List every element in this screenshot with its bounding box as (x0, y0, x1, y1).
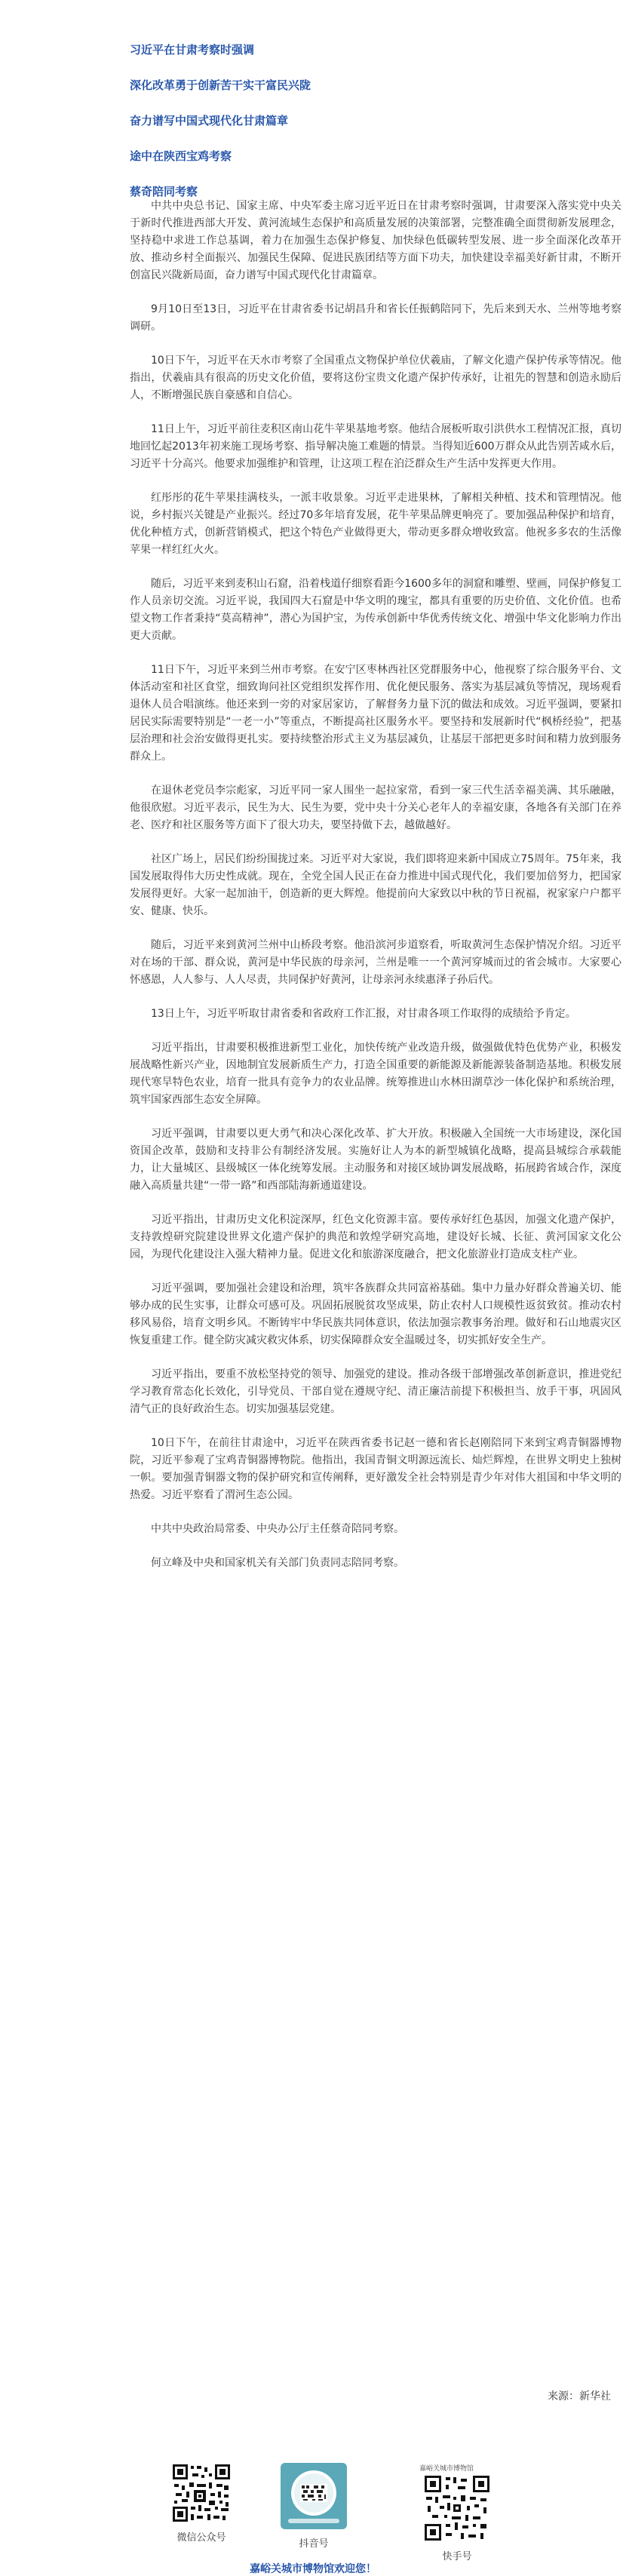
paragraph-12: 习近平指出，甘肃要积极推进新型工业化，加快传统产业改造升级，做强做优特色优势产业，积极发展战略性新兴产业，因地制宜发展新质生产力，打造全国重要的新能源及新能源装备制造基地。积极发展现代寒旱特色农业，培育一批具有竞争力的农业品牌。统筹推进山水林田湖草沙一体化保护和系统治理，筑牢国家西部生态安全屏障。 (130, 1042, 621, 1106)
welcome-text: 嘉峪关城市博物馆欢迎您！ (250, 2563, 376, 2575)
paragraph-18: 中共中央政治局常委、中央办公厅主任蔡奇陪同考察。 (151, 1523, 404, 1535)
paragraph-6: 随后，习近平来到麦积山石窟，沿着栈道仔细察看距今1600多年的洞窟和雕塑、壁画，同保护修复工作人员亲切交流。习近平说，我国四大石窟是中华文明的瑰宝，都具有重要的历史价值、文化价值。也希望文物工作者秉持“莫高精神”，潜心为国护宝，为传承创新中华优秀传统文化、增强中华文化影响力作出更大贡献。 (130, 578, 621, 642)
douyin-badge-icon (281, 2463, 347, 2529)
paragraph-4: 11日上午，习近平前往麦积区南山花牛苹果基地考察。他结合展板听取引洪供水工程情况汇报，真切地回忆起2013年初来施工现场考察、指导解决施工难题的情景。当得知近600万群众从此告别苦咸水后，习近平十分高兴。他要求加强维护和管理，让这项工程在泊泛群众生产生活中发挥更大作用。 (130, 423, 621, 470)
paragraph-10: 随后，习近平来到黄河兰州中山桥段考察。他沿滨河步道察看，听取黄河生态保护情况介绍。习近平对在场的干部、群众说，黄河是中华民族的母亲河，兰州是唯一一个黄河穿城而过的省会城市。大家要心怀感恩，人人参与、人人尽责，共同保护好黄河，让母亲河永续惠泽子孙后代。 (130, 939, 621, 986)
link-4[interactable]: 途中在陕西宝鸡考察 (130, 149, 232, 163)
paragraph-16: 习近平指出，要重不放松坚持党的领导、加强党的建设。推动各级干部增强改革创新意识，推进党纪学习教育常态化长效化，引导党员、干部自觉在遵规守纪、清正廉洁前提下积极担当、放手干事，巩固风清气正的良好政治生态。切实加强基层党建。 (130, 1368, 621, 1415)
paragraph-8: 在退休老党员李宗彪家，习近平同一家人围坐一起拉家常，看到一家三代生活幸福美满、其乐融融，他很欣慰。习近平表示，民生为大、民生为要，党中央十分关心老年人的幸福安康，各地各有关部门在养老、医疗和社区服务等方面下了很大功夫，要坚持做下去，越做越好。 (130, 784, 621, 831)
museum-tag: 嘉峪关城市博物馆 (419, 2465, 474, 2473)
wechat-label: 微信公众号 (176, 2532, 226, 2544)
qr-code-row (0, 2463, 626, 2576)
kuaishou-qr-icon (423, 2474, 491, 2542)
link-1[interactable]: 习近平在甘肃考察时强调 (130, 43, 255, 57)
wechat-qr (167, 2463, 235, 2544)
paragraph-7: 11日下午，习近平来到兰州市考察。在安宁区枣林西社区党群服务中心，他视察了综合服务平台、文体活动室和社区食堂，细致询问社区党组织发挥作用、优化便民服务、落实为基层减负等情况，现场观看退休人员合唱演练。他还来到一旁的对家居家访，了解督务力量下沉的做法和成效。习近平强调，要紧扣居民实际需要特别是“一老一小”等重点，不断提高社区服务水平。要坚持和发展新时代“枫桥经验”，把基层治理和社会治安做得更扎实。要持续整治形式主义为基层减负，让基层干部把更多时间和精力放到服务群众上。 (130, 664, 621, 763)
paragraph-15: 习近平强调，要加强社会建设和治理，筑牢各族群众共同富裕基础。集中力量办好群众普遍关切、能够办成的民生实事，让群众可感可及。巩固拓展脱贫攻坚成果，防止农村人口规模性返贫致贫。推动农村移风易俗，培育文明乡风。不断铸牢中华民族共同体意识，依法加强宗教事务治理。做好和石山地震灾区恢复重建工作。健全防灾减灾救灾体系，切实保障群众安全温暖过冬，切实抓好安全生产。 (130, 1282, 621, 1346)
paragraph-14: 习近平指出，甘肃历史文化积淀深厚，红色文化资源丰富。要传承好红色基因，加强文化遗产保护，支持敦煌研究院建设世界文化遗产保护的典范和敦煌学研究高地，建设好长城、长征、黄河国家文化公园，为现代化建设注入强大精神力量。促进文化和旅游深度融合，把文化旅游业打造成支柱产业。 (130, 1214, 621, 1260)
related-links (130, 42, 522, 220)
paragraph-3: 10日下午，习近平在天水市考察了全国重点文物保护单位伏羲庙，了解文化遗产保护传承等情况。他指出，伏羲庙具有很高的历史文化价值，要将这份宝贵文化遗产保护传承好，让祖先的智慧和创造永励后人，不断增强民族自豪感和自信心。 (130, 355, 621, 401)
paragraph-9: 社区广场上，居民们纷纷围拢过来。习近平对大家说，我们即将迎来新中国成立75周年。75年来，我国发展取得伟大历史性成就。现在，全党全国人民正在奋力推进中国式现代化，我们要加倍努力，把国家发展得更好。大家一起加油干，创造新的更大辉煌。他提前向大家致以中秋的节日祝福，祝家家户户都平安、健康、快乐。 (130, 853, 621, 917)
paragraph-5: 红彤彤的花牛苹果挂满枝头，一派丰收景象。习近平走进果林，了解相关种植、技术和管理情况。他说，乡村振兴关键是产业振兴。经过70多年培育发展，花牛苹果品牌更响亮了。要加强品种保护和培育，优化种植方式，创新营销模式，把这个特色产业做得更大，带动更多群众增收致富。他祝多多农的生活像苹果一样红红火火。 (130, 492, 621, 556)
wechat-qr-icon (171, 2463, 232, 2523)
article-source: 来源：新华社 (548, 2390, 611, 2403)
douyin-qr (278, 2463, 350, 2550)
paragraph-2: 9月10日至13日，习近平在甘肃省委书记胡昌升和省长任振鹤陪同下，先后来到天水、兰州等地考察调研。 (130, 303, 621, 333)
paragraph-1: 中共中央总书记、国家主席、中央军委主席习近平近日在甘肃考察时强调，甘肃要深入落实党中央关于新时代推进西部大开发、黄河流域生态保护和高质量发展的决策部署，完整准确全面贯彻新发展理念，坚持稳中求进工作总基调，着力在加强生态保护修复、加快绿色低碳转型发展、进一步全面深化改革开放、推动乡村全面振兴、加强民生保障、促进民族团结等方面下功夫，加快建设幸福美好新甘肃，不断开创富民兴陇新局面，奋力谱写中国式现代化甘肃篇章。 (130, 200, 621, 281)
paragraph-11: 13日上午，习近平听取甘肃省委和省政府工作汇报，对甘肃各项工作取得的成绩给予肯定。 (151, 1008, 576, 1020)
kuaishou-qr (419, 2463, 495, 2562)
link-5[interactable]: 蔡奇陪同考察 (130, 185, 198, 198)
article-body (130, 198, 621, 1589)
link-2[interactable]: 深化改革勇于创新苦干实干富民兴陇 (130, 78, 311, 92)
paragraph-17: 10日下午，在前往甘肃途中，习近平在陕西省委书记赵一德和省长赵刚陪同下来到宝鸡青铜器博物院，习近平参观了宝鸡青铜器博物院。他指出，我国青铜文明源远流长、灿烂辉煌，在世界文明史上独树一帜。要加强青铜器文物的保护研究和宣传阐释，更好激发全社会特别是青少年对伟大祖国和中华文明的热爱。习近平察看了渭河生态公园。 (130, 1437, 621, 1501)
paragraph-13: 习近平强调，甘肃要以更大勇气和决心深化改革、扩大开放。积极融入全国统一大市场建设，深化国资国企改革，鼓励和支持非公有制经济发展。实施好让人为本的新型城镇化战略，提高县城综合承载能力，让大量城区、县级城区一体化统筹发展。主动服务和对接区域协调发展战略，拓展跨省域合作，深度融入高质量共建“一带一路”和西部陆海新通道建设。 (130, 1128, 621, 1192)
douyin-label: 抖音号 (299, 2538, 329, 2550)
link-3[interactable]: 奋力谱写中国式现代化甘肃篇章 (130, 114, 289, 127)
paragraph-19: 何立峰及中央和国家机关有关部门负责同志陪同考察。 (151, 1557, 404, 1569)
kuaishou-label: 快手号 (442, 2551, 472, 2562)
